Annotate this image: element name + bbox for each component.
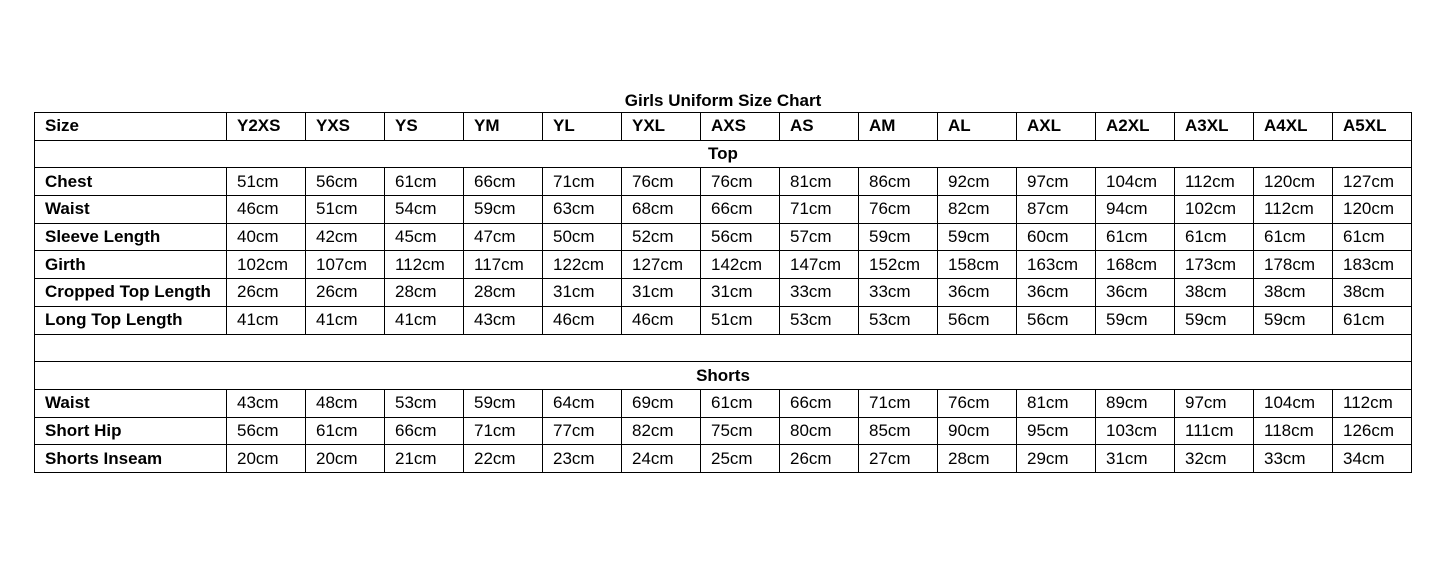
- measurement-value: 33cm: [1254, 445, 1333, 473]
- measurement-label: Short Hip: [35, 417, 227, 445]
- measurement-value: 102cm: [227, 251, 306, 279]
- measurement-value: 103cm: [1096, 417, 1175, 445]
- measurement-value: 59cm: [464, 196, 543, 224]
- measurement-value: 53cm: [385, 389, 464, 417]
- measurement-value: 77cm: [543, 417, 622, 445]
- measurement-value: 36cm: [938, 279, 1017, 307]
- measurement-value: 25cm: [701, 445, 780, 473]
- measurement-value: 41cm: [306, 306, 385, 334]
- measurement-value: 66cm: [701, 196, 780, 224]
- header-size-cell: A4XL: [1254, 113, 1333, 141]
- measurement-value: 173cm: [1175, 251, 1254, 279]
- measurement-value: 68cm: [622, 196, 701, 224]
- measurement-value: 22cm: [464, 445, 543, 473]
- measurement-value: 32cm: [1175, 445, 1254, 473]
- measurement-value: 26cm: [227, 279, 306, 307]
- measurement-value: 34cm: [1333, 445, 1412, 473]
- measurement-value: 31cm: [701, 279, 780, 307]
- size-chart-body: [35, 113, 1412, 473]
- table-row: [35, 223, 1412, 251]
- measurement-value: 33cm: [859, 279, 938, 307]
- header-size-cell: AL: [938, 113, 1017, 141]
- table-row: [35, 445, 1412, 473]
- table-row: [35, 389, 1412, 417]
- measurement-value: 95cm: [1017, 417, 1096, 445]
- measurement-value: 82cm: [622, 417, 701, 445]
- header-size-cell: AS: [780, 113, 859, 141]
- measurement-value: 53cm: [780, 306, 859, 334]
- measurement-value: 66cm: [385, 417, 464, 445]
- measurement-value: 112cm: [385, 251, 464, 279]
- section-heading: Top: [35, 140, 1412, 168]
- measurement-value: 46cm: [543, 306, 622, 334]
- measurement-value: 61cm: [1254, 223, 1333, 251]
- measurement-value: 107cm: [306, 251, 385, 279]
- header-size-cell: AXS: [701, 113, 780, 141]
- measurement-value: 24cm: [622, 445, 701, 473]
- measurement-value: 118cm: [1254, 417, 1333, 445]
- header-size-cell: A3XL: [1175, 113, 1254, 141]
- measurement-value: 26cm: [306, 279, 385, 307]
- measurement-value: 152cm: [859, 251, 938, 279]
- section-row: [35, 140, 1412, 168]
- measurement-value: 127cm: [622, 251, 701, 279]
- measurement-label: Long Top Length: [35, 306, 227, 334]
- header-size-label: Size: [35, 113, 227, 141]
- header-size-cell: YL: [543, 113, 622, 141]
- measurement-value: 61cm: [306, 417, 385, 445]
- measurement-value: 38cm: [1175, 279, 1254, 307]
- measurement-value: 53cm: [859, 306, 938, 334]
- measurement-value: 76cm: [622, 168, 701, 196]
- spacer-row: [35, 334, 1412, 362]
- header-size-cell: AXL: [1017, 113, 1096, 141]
- measurement-value: 104cm: [1096, 168, 1175, 196]
- measurement-value: 59cm: [1175, 306, 1254, 334]
- measurement-label: Sleeve Length: [35, 223, 227, 251]
- measurement-value: 64cm: [543, 389, 622, 417]
- measurement-value: 59cm: [1096, 306, 1175, 334]
- measurement-value: 86cm: [859, 168, 938, 196]
- measurement-value: 59cm: [1254, 306, 1333, 334]
- measurement-value: 42cm: [306, 223, 385, 251]
- measurement-value: 60cm: [1017, 223, 1096, 251]
- measurement-value: 112cm: [1175, 168, 1254, 196]
- measurement-value: 56cm: [306, 168, 385, 196]
- measurement-value: 61cm: [1333, 223, 1412, 251]
- measurement-value: 23cm: [543, 445, 622, 473]
- measurement-value: 20cm: [227, 445, 306, 473]
- measurement-value: 45cm: [385, 223, 464, 251]
- measurement-value: 61cm: [1333, 306, 1412, 334]
- measurement-value: 56cm: [701, 223, 780, 251]
- measurement-value: 56cm: [1017, 306, 1096, 334]
- measurement-value: 81cm: [1017, 389, 1096, 417]
- measurement-value: 57cm: [780, 223, 859, 251]
- measurement-value: 66cm: [464, 168, 543, 196]
- measurement-value: 120cm: [1254, 168, 1333, 196]
- measurement-value: 29cm: [1017, 445, 1096, 473]
- measurement-label: Cropped Top Length: [35, 279, 227, 307]
- measurement-value: 56cm: [938, 306, 1017, 334]
- table-row: [35, 168, 1412, 196]
- measurement-value: 43cm: [227, 389, 306, 417]
- measurement-value: 183cm: [1333, 251, 1412, 279]
- measurement-value: 75cm: [701, 417, 780, 445]
- measurement-value: 76cm: [938, 389, 1017, 417]
- measurement-value: 61cm: [385, 168, 464, 196]
- measurement-value: 51cm: [701, 306, 780, 334]
- measurement-value: 59cm: [859, 223, 938, 251]
- measurement-value: 20cm: [306, 445, 385, 473]
- measurement-value: 76cm: [701, 168, 780, 196]
- measurement-value: 71cm: [543, 168, 622, 196]
- measurement-value: 61cm: [1175, 223, 1254, 251]
- header-size-cell: AM: [859, 113, 938, 141]
- measurement-value: 47cm: [464, 223, 543, 251]
- table-row: [35, 306, 1412, 334]
- measurement-value: 38cm: [1254, 279, 1333, 307]
- header-size-cell: YXL: [622, 113, 701, 141]
- measurement-label: Waist: [35, 196, 227, 224]
- measurement-value: 89cm: [1096, 389, 1175, 417]
- table-row: [35, 196, 1412, 224]
- measurement-value: 120cm: [1333, 196, 1412, 224]
- measurement-value: 104cm: [1254, 389, 1333, 417]
- measurement-value: 112cm: [1333, 389, 1412, 417]
- measurement-value: 52cm: [622, 223, 701, 251]
- measurement-value: 40cm: [227, 223, 306, 251]
- table-row: [35, 251, 1412, 279]
- measurement-value: 142cm: [701, 251, 780, 279]
- measurement-value: 61cm: [701, 389, 780, 417]
- header-size-cell: Y2XS: [227, 113, 306, 141]
- measurement-value: 111cm: [1175, 417, 1254, 445]
- measurement-value: 41cm: [227, 306, 306, 334]
- measurement-value: 81cm: [780, 168, 859, 196]
- measurement-label: Waist: [35, 389, 227, 417]
- measurement-value: 36cm: [1096, 279, 1175, 307]
- measurement-value: 122cm: [543, 251, 622, 279]
- measurement-value: 127cm: [1333, 168, 1412, 196]
- measurement-value: 36cm: [1017, 279, 1096, 307]
- measurement-value: 94cm: [1096, 196, 1175, 224]
- measurement-value: 97cm: [1017, 168, 1096, 196]
- measurement-value: 126cm: [1333, 417, 1412, 445]
- measurement-value: 38cm: [1333, 279, 1412, 307]
- spacer-cell: [35, 334, 1412, 362]
- measurement-value: 66cm: [780, 389, 859, 417]
- table-row: [35, 417, 1412, 445]
- measurement-value: 28cm: [938, 445, 1017, 473]
- measurement-label: Chest: [35, 168, 227, 196]
- measurement-value: 97cm: [1175, 389, 1254, 417]
- measurement-value: 28cm: [464, 279, 543, 307]
- measurement-value: 163cm: [1017, 251, 1096, 279]
- header-size-cell: A5XL: [1333, 113, 1412, 141]
- measurement-value: 90cm: [938, 417, 1017, 445]
- measurement-value: 56cm: [227, 417, 306, 445]
- measurement-value: 31cm: [1096, 445, 1175, 473]
- header-size-cell: A2XL: [1096, 113, 1175, 141]
- section-heading: Shorts: [35, 362, 1412, 390]
- measurement-value: 59cm: [938, 223, 1017, 251]
- measurement-value: 59cm: [464, 389, 543, 417]
- measurement-value: 117cm: [464, 251, 543, 279]
- measurement-value: 63cm: [543, 196, 622, 224]
- measurement-value: 87cm: [1017, 196, 1096, 224]
- measurement-value: 28cm: [385, 279, 464, 307]
- measurement-value: 92cm: [938, 168, 1017, 196]
- measurement-value: 21cm: [385, 445, 464, 473]
- measurement-value: 178cm: [1254, 251, 1333, 279]
- measurement-value: 48cm: [306, 389, 385, 417]
- measurement-label: Shorts Inseam: [35, 445, 227, 473]
- measurement-value: 158cm: [938, 251, 1017, 279]
- measurement-value: 41cm: [385, 306, 464, 334]
- measurement-value: 85cm: [859, 417, 938, 445]
- measurement-value: 82cm: [938, 196, 1017, 224]
- measurement-value: 71cm: [780, 196, 859, 224]
- measurement-value: 26cm: [780, 445, 859, 473]
- header-size-cell: YS: [385, 113, 464, 141]
- measurement-value: 168cm: [1096, 251, 1175, 279]
- measurement-value: 112cm: [1254, 196, 1333, 224]
- measurement-value: 76cm: [859, 196, 938, 224]
- measurement-value: 80cm: [780, 417, 859, 445]
- measurement-label: Girth: [35, 251, 227, 279]
- section-row: [35, 362, 1412, 390]
- measurement-value: 71cm: [464, 417, 543, 445]
- measurement-value: 54cm: [385, 196, 464, 224]
- measurement-value: 43cm: [464, 306, 543, 334]
- measurement-value: 102cm: [1175, 196, 1254, 224]
- measurement-value: 71cm: [859, 389, 938, 417]
- table-row: [35, 279, 1412, 307]
- measurement-value: 61cm: [1096, 223, 1175, 251]
- measurement-value: 46cm: [227, 196, 306, 224]
- header-row: [35, 113, 1412, 141]
- measurement-value: 147cm: [780, 251, 859, 279]
- measurement-value: 50cm: [543, 223, 622, 251]
- measurement-value: 51cm: [227, 168, 306, 196]
- header-size-cell: YM: [464, 113, 543, 141]
- measurement-value: 51cm: [306, 196, 385, 224]
- measurement-value: 46cm: [622, 306, 701, 334]
- size-chart-table: [34, 112, 1412, 473]
- chart-title: Girls Uniform Size Chart: [624, 91, 822, 110]
- measurement-value: 33cm: [780, 279, 859, 307]
- header-size-cell: YXS: [306, 113, 385, 141]
- measurement-value: 31cm: [543, 279, 622, 307]
- measurement-value: 69cm: [622, 389, 701, 417]
- measurement-value: 27cm: [859, 445, 938, 473]
- measurement-value: 31cm: [622, 279, 701, 307]
